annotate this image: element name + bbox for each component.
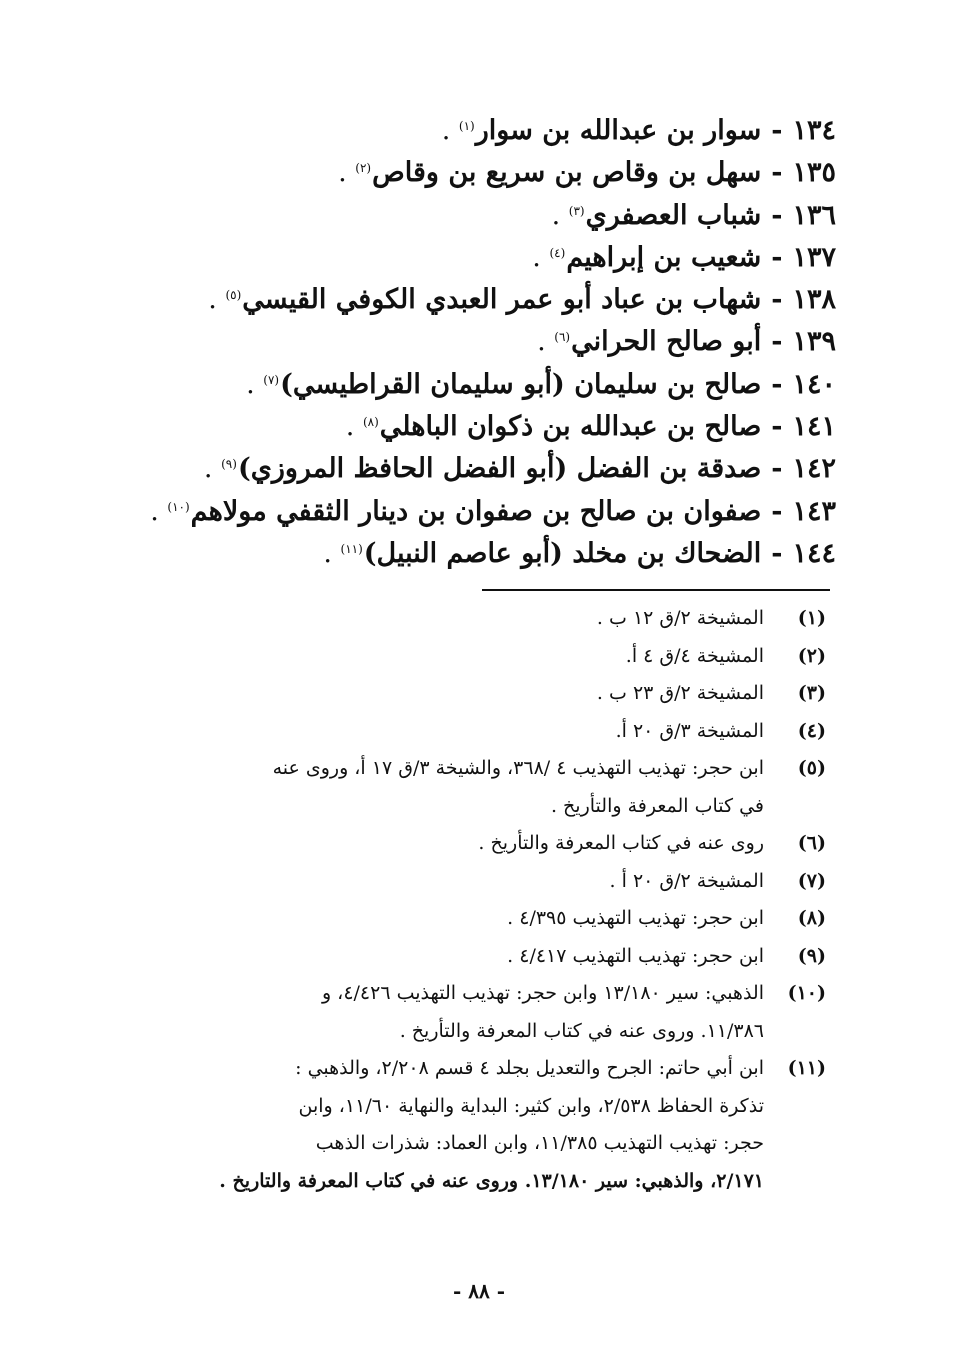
page-number: - ٨٨ - xyxy=(452,1279,505,1303)
entry-end: . xyxy=(345,411,355,443)
list-item xyxy=(116,195,836,237)
list-item xyxy=(116,406,836,448)
list-item xyxy=(116,364,836,406)
list-item xyxy=(116,321,836,363)
footnote-line: حجر: تهذيب التهذيب ١١/٣٨٥، وابن العماد: شذرات الذهب xyxy=(315,1132,764,1154)
footnote-label: (٩) xyxy=(797,944,826,967)
entry-number: ١٣٩ xyxy=(792,326,836,358)
footnote-line: ابن حجر: تهذيب التهذيب ٤/٣٩٥ . xyxy=(507,907,764,929)
entry-name: صدقة بن الفضل (أبو الفضل الحافظ المروزي) xyxy=(237,453,762,485)
narrator-list xyxy=(116,110,836,575)
footnote-line: في كتاب المعرفة والتأريخ . xyxy=(550,794,764,817)
entry-separator: - xyxy=(771,199,783,231)
entry-separator: - xyxy=(771,537,783,569)
list-item xyxy=(116,279,836,321)
entry-end: . xyxy=(537,326,546,358)
list-item xyxy=(116,110,836,152)
entry-end: . xyxy=(338,157,347,189)
footnote xyxy=(106,675,826,713)
list-item xyxy=(116,533,836,575)
footnote-ref: (٩) xyxy=(221,457,237,472)
entry-separator: - xyxy=(771,411,783,443)
footnote-label: (١) xyxy=(797,607,826,629)
entry-name: صفوان بن صالح بن صفوان بن دينار الثقفي مولاهم xyxy=(190,495,762,527)
list-item xyxy=(116,152,836,194)
list-item xyxy=(116,237,836,279)
entry-name: شهاب بن عباد أبو عمر العبدي الكوفي القيسي xyxy=(242,284,762,316)
footnote xyxy=(106,750,826,825)
footnote xyxy=(106,638,826,676)
footnote-label: (١٠) xyxy=(787,982,826,1004)
footnote xyxy=(106,900,826,938)
entry-name: صالح بن سليمان (أبو سليمان القراطيسي) xyxy=(280,368,762,400)
entry-end: . xyxy=(246,368,255,400)
footnote-ref: (٢) xyxy=(355,161,372,176)
entry-separator: - xyxy=(771,453,783,485)
footnote-ref: (٧) xyxy=(263,372,280,387)
entry-number: ١٤٣ xyxy=(792,495,836,527)
entry-end: . xyxy=(203,453,213,485)
entry-separator: - xyxy=(771,326,783,358)
entry-end: . xyxy=(441,115,451,146)
entry-number: ١٣٧ xyxy=(792,241,836,273)
entry-number: ١٣٨ xyxy=(792,284,836,316)
footnote-line: الذهبي: سير ١٣/١٨٠ وابن حجر: تهذيب التهذيب ٤/٤٢٦، و xyxy=(321,982,764,1004)
list-item xyxy=(116,491,836,533)
entry-number: ١٣٤ xyxy=(792,115,836,146)
footnote-label: (٢) xyxy=(797,644,826,667)
footnote-ref: (٨) xyxy=(362,415,379,430)
entry-end: . xyxy=(532,241,541,273)
footnote-label: (٨) xyxy=(797,907,826,929)
footnote-line: المشيخة ٤/ق ٤ أ. xyxy=(625,644,764,667)
entry-separator: - xyxy=(771,284,783,316)
entry-end: . xyxy=(150,495,159,527)
footnote-line: المشيخة ٣/ق ٢٠ أ. xyxy=(615,719,764,742)
footnote xyxy=(106,975,826,1050)
entry-name: شعيب بن إبراهيم xyxy=(566,241,762,273)
footnote-ref: (٣) xyxy=(568,203,585,218)
footnote xyxy=(106,600,826,638)
footnote-line: ابن حجر: تهذيب التهذيب ٤/٤١٧ . xyxy=(507,944,764,967)
footnote-ref: (٦) xyxy=(554,330,571,345)
entry-name: سوار بن عبدالله بن سوار xyxy=(475,115,762,146)
footnote-ref: (١) xyxy=(458,119,475,133)
entry-number: ١٤٢ xyxy=(792,453,836,485)
footnote-line: ٢/١٧١، والذهبي: سير ١٣/١٨٠. وروى عنه في كتاب المعرفة والتاريخ . xyxy=(219,1169,764,1192)
entry-number: ١٤٠ xyxy=(792,368,836,400)
footnote xyxy=(106,938,826,976)
footnote xyxy=(106,825,826,863)
footnote-label: (٥) xyxy=(797,757,826,779)
list-item xyxy=(116,448,836,490)
footnotes xyxy=(106,600,826,1200)
entry-number: ١٣٥ xyxy=(792,157,836,189)
footnote-line: ١١/٣٨٦. وروى عنه في كتاب المعرفة والتأريخ . xyxy=(399,1019,764,1042)
footnote xyxy=(106,863,826,901)
footnote xyxy=(106,1050,826,1200)
entry-separator: - xyxy=(771,495,783,527)
footnote-label: (٦) xyxy=(797,832,826,854)
entry-separator: - xyxy=(771,157,783,189)
entry-number: ١٤٤ xyxy=(792,537,836,569)
footnote-label: (٤) xyxy=(797,719,826,742)
entry-name: صالح بن عبدالله بن ذكوان الباهلي xyxy=(379,411,762,443)
footnote-line: ابن حجر: تهذيب التهذيب ٤ /٣٦٨، والشيخة ٣/ق ١٧ أ، وروى عنه xyxy=(272,757,764,779)
entry-end: . xyxy=(551,199,561,231)
entry-separator: - xyxy=(771,115,783,146)
footnote-line: المشيخة ٢/ق ١٢ ب . xyxy=(596,607,764,629)
footnote-ref: (١١) xyxy=(340,541,363,556)
footnote xyxy=(106,713,826,751)
entry-separator: - xyxy=(771,368,783,400)
entry-end: . xyxy=(208,284,217,316)
footnote-label: (٣) xyxy=(797,682,826,704)
entry-end: . xyxy=(323,537,332,569)
footnote-label: (١١) xyxy=(787,1057,826,1079)
entry-name: سهل بن وقاص بن سريع بن وقاص xyxy=(372,157,762,189)
entry-number: ١٣٦ xyxy=(792,199,836,231)
footnote-ref: (٤) xyxy=(549,245,566,260)
entry-name: الضحاك بن مخلد (أبو عاصم النبيل) xyxy=(363,537,762,569)
footnote-line: المشيخة ٢/ق ٢٣ ب . xyxy=(596,682,764,704)
entry-separator: - xyxy=(771,241,783,273)
footnote-line: روى عنه في كتاب المعرفة والتأريخ . xyxy=(478,832,764,854)
footnote-ref: (١٠) xyxy=(167,499,190,514)
footnote-ref: (٥) xyxy=(225,288,242,303)
footnote-line: تذكرة الحفاظ ٢/٥٣٨، وابن كثير: البداية والنهاية ١١/٦٠، وابن xyxy=(298,1094,764,1117)
footnote-line: المشيخة ٢/ق ٢٠ أ . xyxy=(609,869,764,892)
footnote-label: (٧) xyxy=(797,869,826,892)
entry-name: أبو صالح الحراني xyxy=(571,326,762,358)
entry-name: شباب العصفري xyxy=(585,199,762,231)
footnote-divider xyxy=(482,589,830,591)
entry-number: ١٤١ xyxy=(792,411,836,443)
footnote-line: ابن أبي حاتم: الجرح والتعديل بجلد ٤ قسم ٢/٢٠٨، والذهبي : xyxy=(295,1057,764,1079)
